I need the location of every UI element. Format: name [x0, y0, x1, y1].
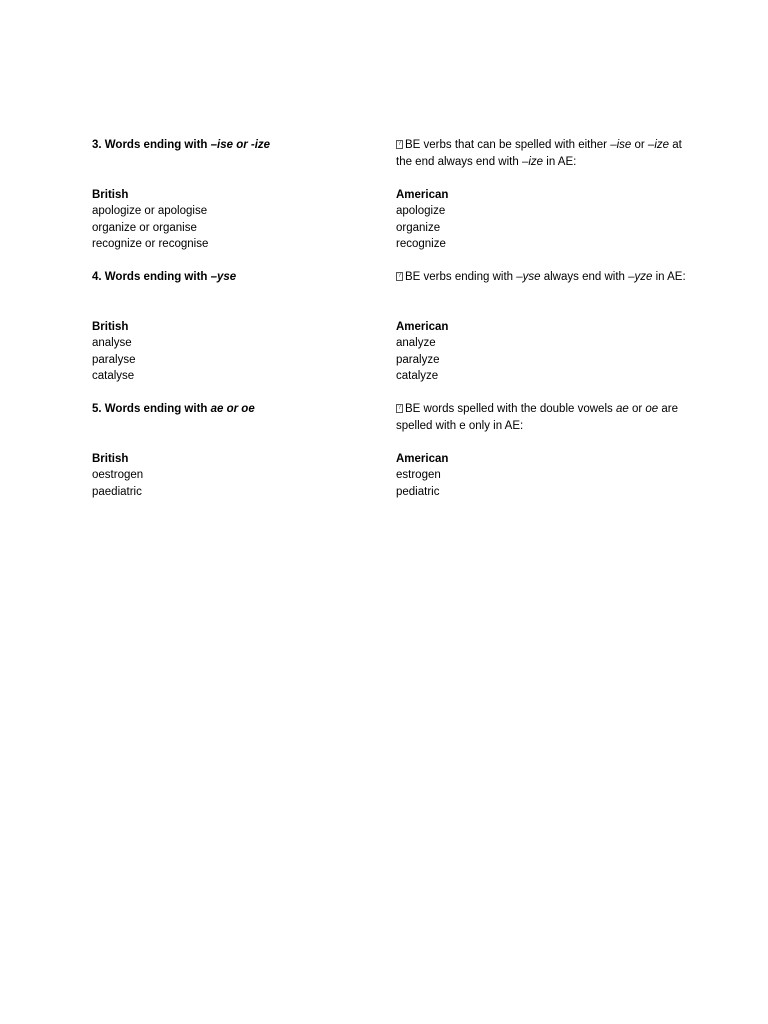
american-word: apologize — [396, 205, 446, 217]
heading-text: 3. Words ending with — [92, 139, 211, 151]
british-label: British — [92, 320, 129, 333]
british-word: paediatric — [92, 485, 142, 498]
section-right-column — [396, 401, 692, 500]
section-note — [396, 137, 692, 170]
american-word-list — [396, 335, 692, 385]
note-italic-text: ae — [615, 403, 629, 415]
heading-text: 5. Words ending with — [92, 403, 211, 415]
section-left-column — [92, 137, 372, 253]
british-word: recognize or recognise — [92, 238, 209, 250]
british-word: catalyse — [92, 370, 135, 382]
american-label: American — [396, 452, 449, 465]
american-word: paralyze — [396, 353, 440, 366]
heading-text: 4. Words ending with — [92, 271, 211, 283]
british-word: oestrogen — [92, 469, 144, 481]
american-label: American — [396, 188, 449, 201]
note-italic-text: oe — [645, 403, 659, 415]
section-heading — [92, 401, 372, 418]
american-word: estrogen — [396, 469, 441, 481]
british-word: paralyse — [92, 353, 136, 366]
british-word: apologize or apologise — [92, 205, 208, 217]
american-word-list — [396, 467, 692, 500]
bullet-icon — [396, 272, 403, 281]
note-text: or – — [631, 139, 655, 151]
note-text: at the end always end with — [396, 139, 682, 168]
heading-italic-text: ae or oe — [210, 403, 255, 415]
note-italic-text: –yze — [628, 271, 653, 283]
british-label: British — [92, 452, 129, 465]
section-heading — [92, 137, 372, 154]
note-text: BE verbs ending with — [405, 271, 517, 283]
british-word: organize or organise — [92, 221, 197, 234]
section-note — [396, 269, 692, 302]
american-word: organize — [396, 221, 441, 234]
note-text: or — [628, 403, 646, 415]
section-right-column — [396, 269, 692, 385]
note-italic-text: ize — [654, 139, 670, 151]
heading-italic-text: –ise or -ize — [210, 139, 271, 151]
american-word: analyze — [396, 337, 436, 349]
section-note — [396, 401, 692, 434]
section-left-column — [92, 269, 372, 385]
american-word: pediatric — [396, 485, 440, 498]
american-word: catalyze — [396, 370, 439, 382]
note-italic-text: –yse — [516, 271, 541, 283]
note-text: always end with — [540, 271, 629, 283]
note-text: in AE: — [652, 271, 686, 283]
british-word-list — [92, 203, 372, 253]
bullet-icon — [396, 404, 403, 413]
section-heading — [92, 269, 372, 286]
note-text: are spelled with e only in AE: — [396, 403, 678, 432]
british-word-list — [92, 467, 372, 500]
american-word: recognize — [396, 238, 446, 250]
bullet-icon — [396, 140, 403, 149]
american-label: American — [396, 320, 449, 333]
note-text: BE words spelled with the double vowels — [405, 403, 616, 415]
note-text: BE verbs that can be spelled with either — [405, 139, 611, 151]
section-right-column — [396, 137, 692, 253]
note-italic-text: –ize — [521, 155, 544, 168]
heading-italic-text: –yse — [210, 271, 237, 283]
note-text: in AE: — [543, 155, 577, 168]
section-left-column — [92, 401, 372, 500]
note-italic-text: –ise — [610, 139, 632, 151]
british-label: British — [92, 188, 129, 201]
british-word: analyse — [92, 337, 132, 349]
british-word-list — [92, 335, 372, 385]
american-word-list — [396, 203, 692, 253]
